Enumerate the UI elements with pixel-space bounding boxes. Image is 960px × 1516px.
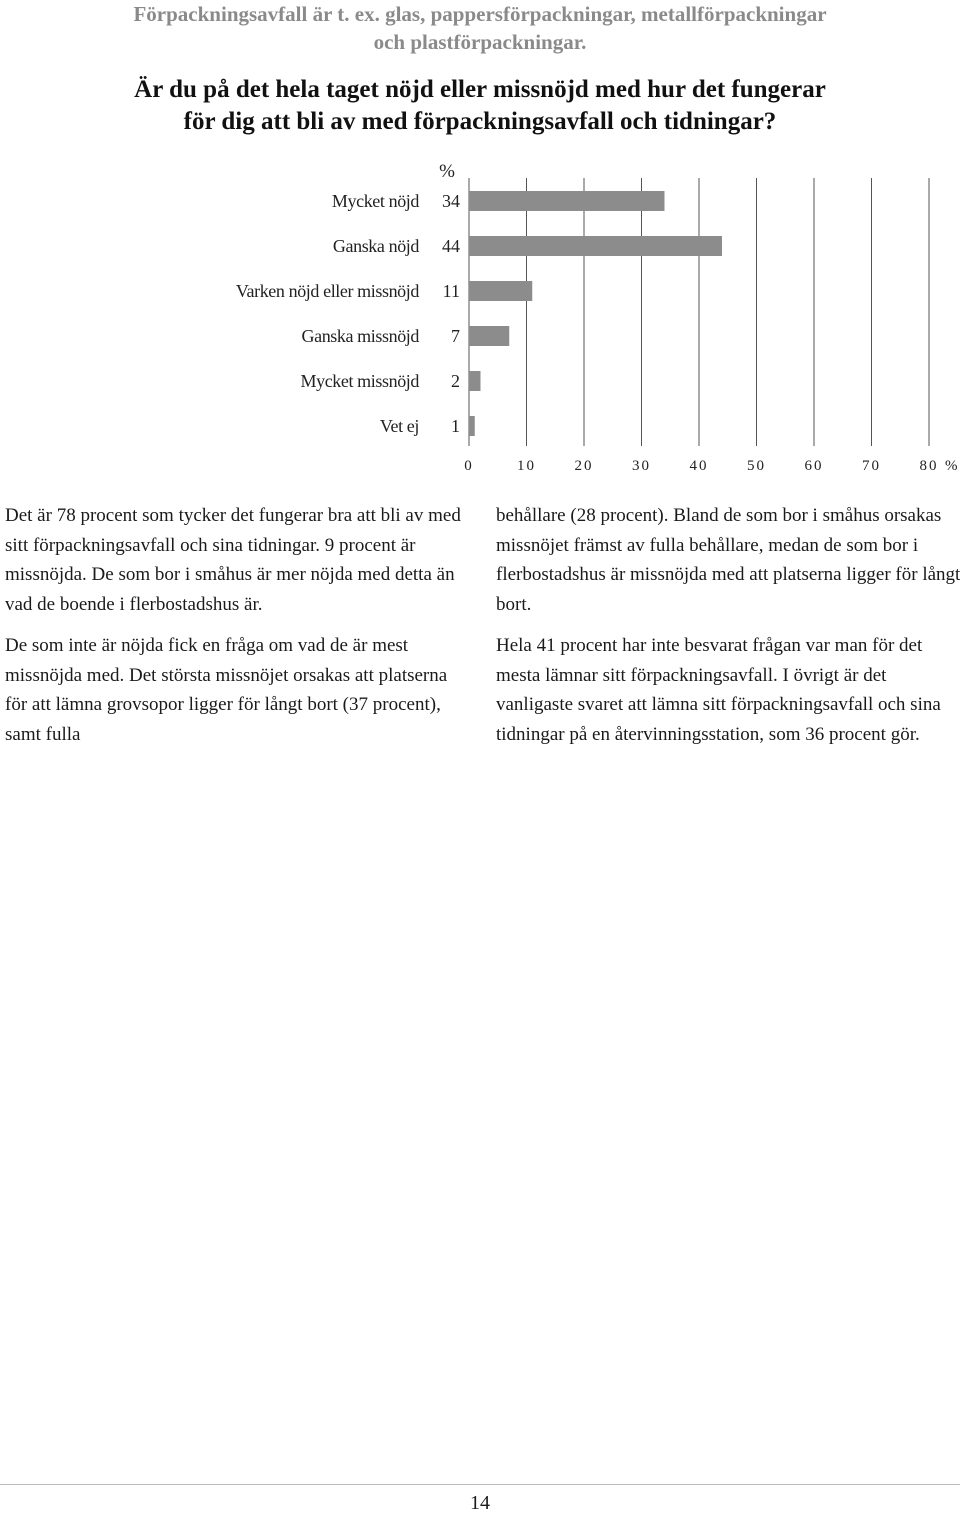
bar (469, 371, 481, 391)
value-label: 11 (442, 281, 460, 301)
paragraph: behållare (28 procent). Bland de som bor i småhus orsakas missnöjet främst av fulla behållare, medan de som bor i flerbostadshus är missnöjda med att platserna ligger för långt bort. (496, 505, 960, 615)
bar (469, 326, 509, 346)
paragraph: Hela 41 procent har inte besvarat frågan var man för det mesta lämnar sitt förpackningsavfall. I övrigt är det vanligaste svaret att lämna sitt förpackningsavfall och sina tidningar på en återvinningsstation, som 36 procent gör. (496, 635, 941, 745)
body-column-left (5, 501, 470, 761)
value-label: 34 (442, 191, 460, 211)
bar (469, 416, 475, 436)
page-number: 14 (470, 1492, 490, 1514)
category-label: Ganska missnöjd (301, 326, 419, 346)
x-tick-label: 60 (804, 458, 824, 474)
value-label: 2 (451, 371, 460, 391)
x-tick-label: 30 (632, 458, 651, 474)
category-label: Varken nöjd eller missnöjd (235, 281, 419, 301)
value-column-header: % (439, 161, 455, 182)
chart-bars (469, 191, 722, 436)
bar (469, 281, 532, 301)
question-line-2: för dig att bli av med förpackningsavfall och tidningar? (183, 108, 777, 135)
category-label: Mycket nöjd (331, 191, 419, 211)
category-label: Ganska nöjd (332, 236, 419, 256)
survey-question (0, 74, 960, 138)
x-tick-label: 40 (689, 458, 709, 474)
paragraph: De som inte är nöjda fick en fråga om vad de är mest missnöjda med. Det största missnöjet orsakas att platserna för att lämna grovsopor ligger för långt bort (37 procent), samt fulla (5, 635, 448, 745)
x-tick-label: 0 (464, 458, 474, 474)
value-label: 7 (451, 326, 460, 346)
category-label: Mycket missnöjd (300, 371, 419, 391)
footer-divider (0, 1484, 960, 1485)
body-column-right (496, 501, 960, 761)
x-tick-label: 10 (517, 458, 536, 474)
x-tick-label: 50 (747, 458, 766, 474)
intro-text (0, 0, 960, 56)
bar (469, 191, 665, 211)
x-tick-label: 70 (862, 458, 881, 474)
bar (469, 236, 722, 256)
paragraph: Det är 78 procent som tycker det fungerar bra att bli av med sitt förpackningsavfall och sina tidningar. 9 procent är missnöjda. De som bor i småhus är mer nöjda med detta än vad de boende i flerbostadshus är. (5, 505, 461, 615)
x-axis-unit: % (945, 458, 958, 474)
question-line-1: Är du på det hela taget nöjd eller missnöjd med hur det fungerar (134, 76, 826, 103)
value-label: 1 (451, 416, 460, 436)
x-tick-label: 80 (919, 458, 939, 474)
satisfaction-bar-chart (0, 150, 960, 480)
value-label: 44 (442, 236, 460, 256)
category-label: Vet ej (379, 416, 419, 436)
intro-line-2: och plastförpackningar. (373, 30, 587, 54)
intro-line-1: Förpackningsavfall är t. ex. glas, pappersförpackningar, metallförpackningar (133, 2, 827, 26)
chart-gridlines (469, 178, 929, 446)
x-tick-label: 20 (574, 458, 594, 474)
